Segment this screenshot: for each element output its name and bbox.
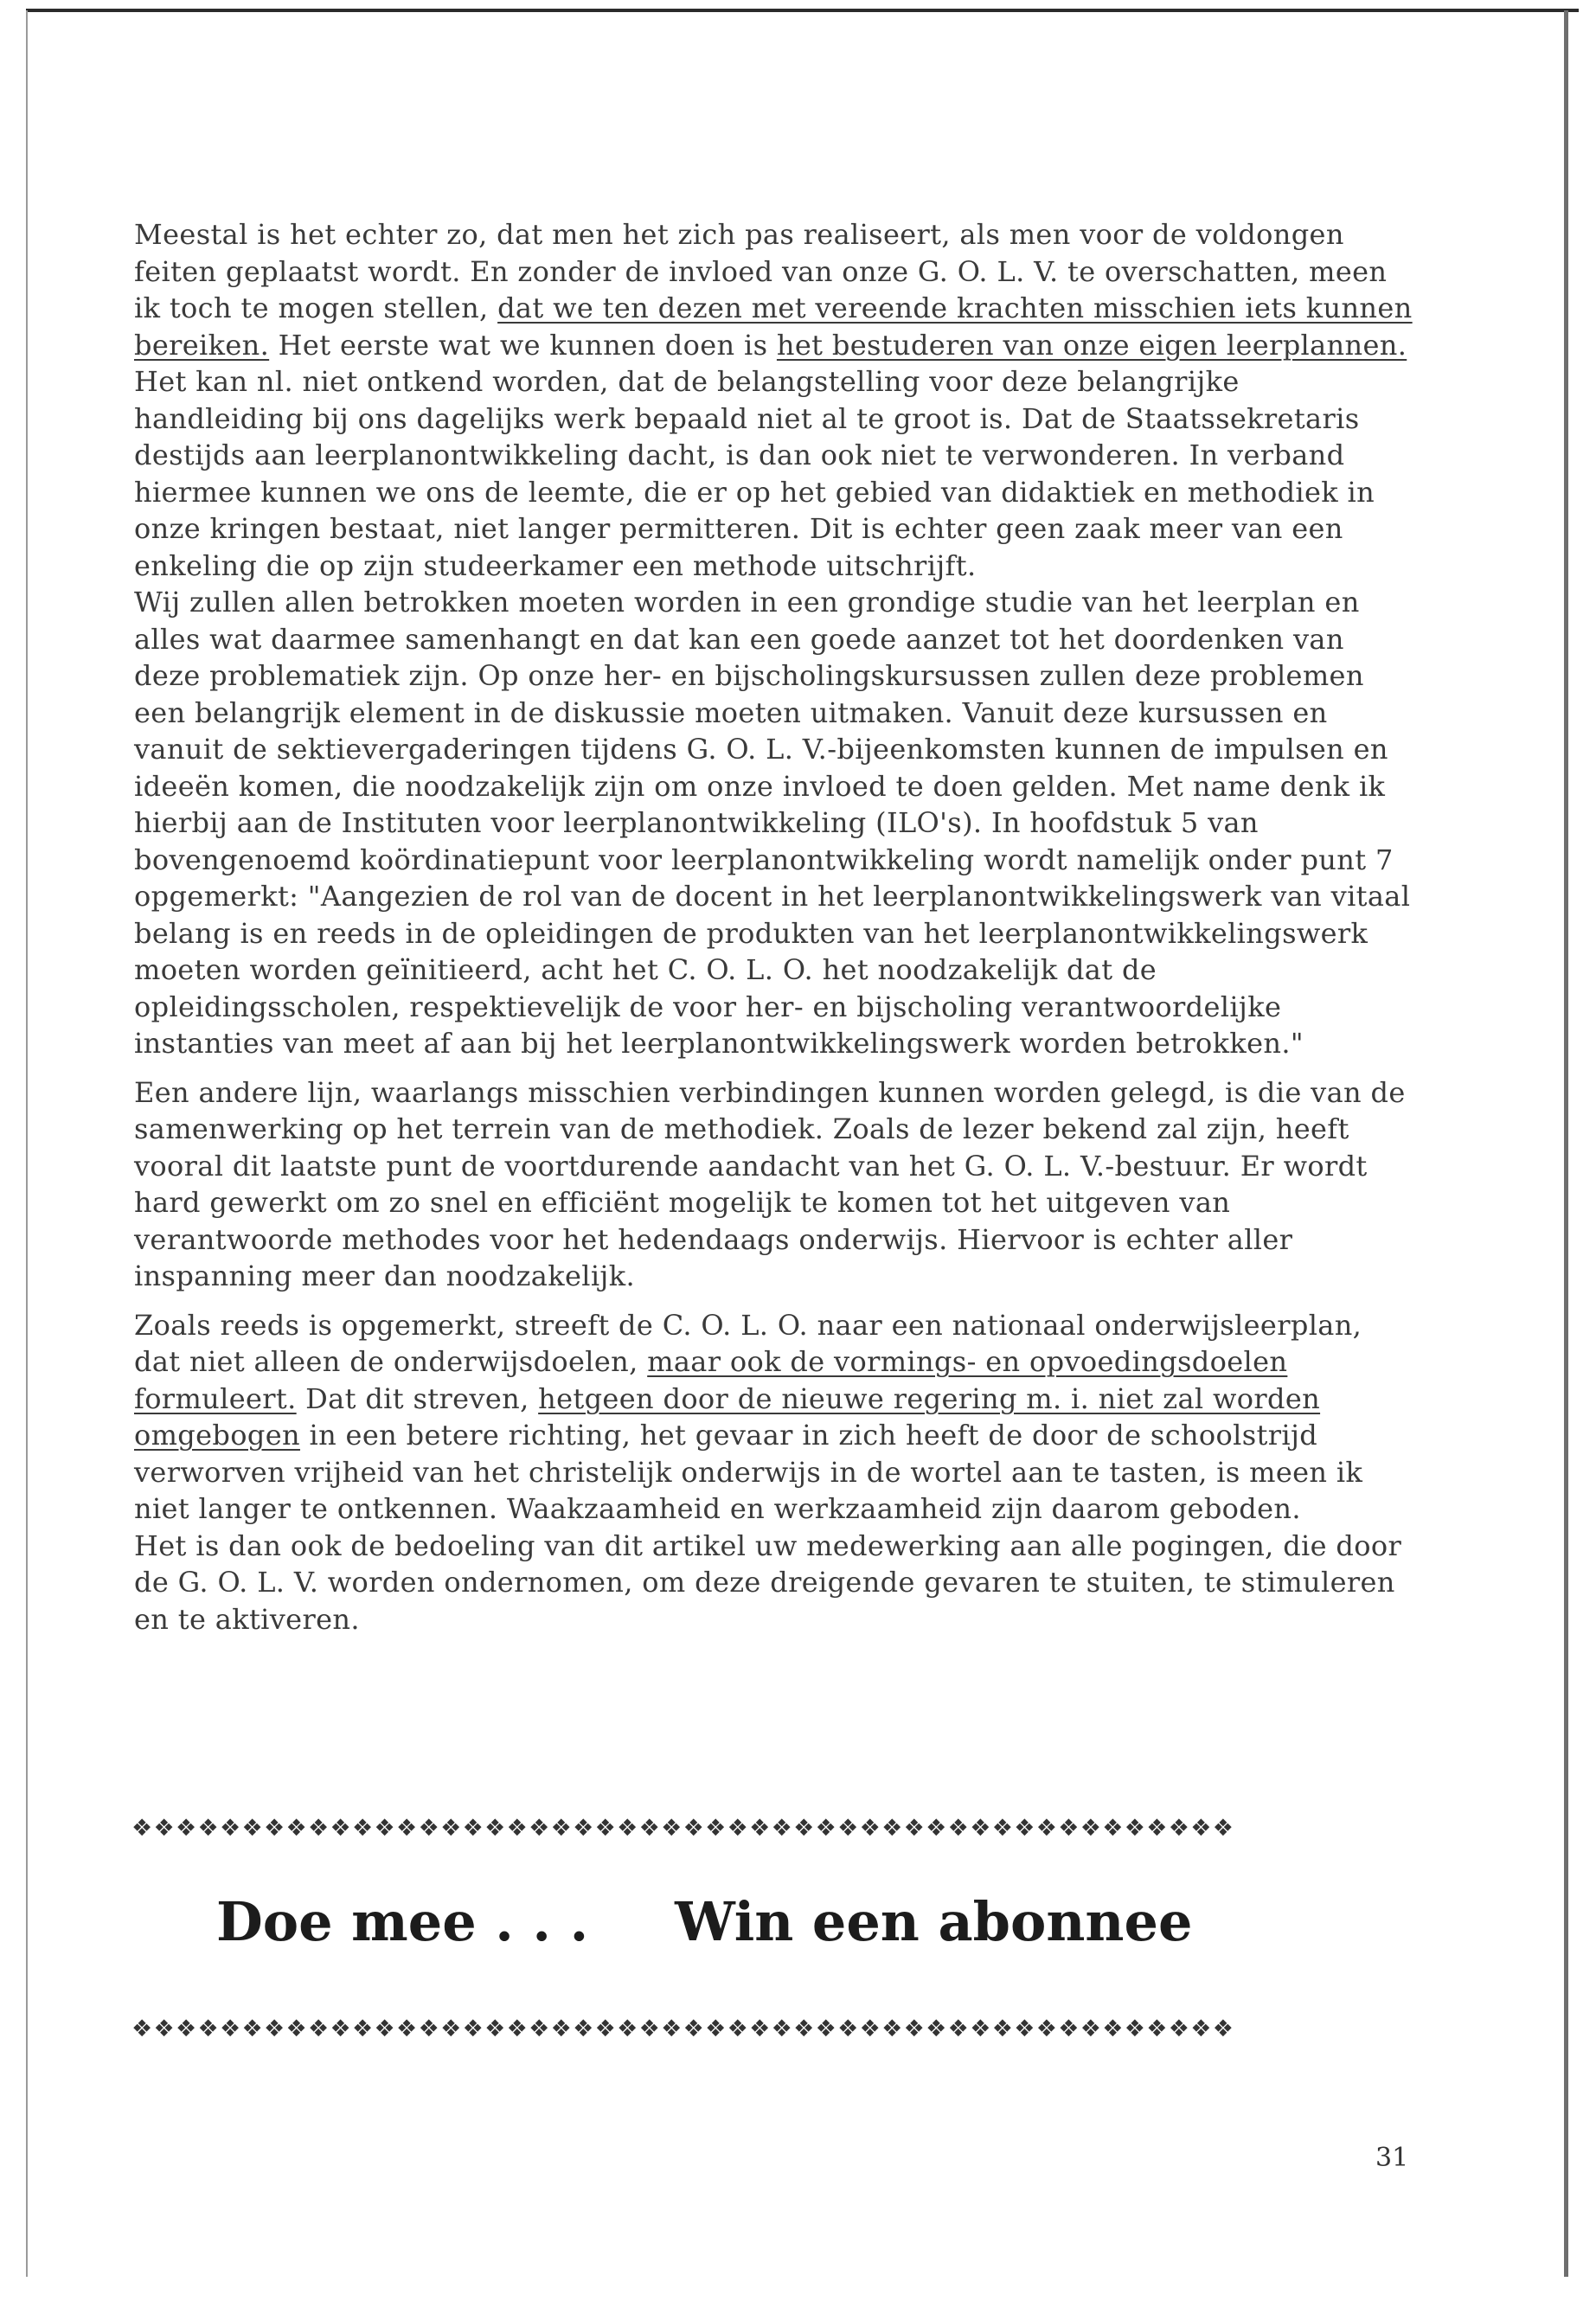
paragraph-2: Wij zullen allen betrokken moeten worden in een grondige studie van het leerplan en alles wat daarmee samenhangt en dat kan een goede aanzet tot het doordenken van deze problematiek zijn. Op onze her- en bijscholingskursussen zullen deze problemen een belangrijk element in de diskussie moeten uitmaken. Vanuit deze kursussen en vanuit de sektievergaderingen tijdens G. O. L. V.-bijeenkomsten kunnen de impulsen en ideeën komen, die noodzakelijk zijn om onze invloed te doen gelden. Met name denk ik hierbij aan de Instituten voor leerplanontwikkeling (ILO's). In hoofdstuk 5 van bovengenoemd koördinatiepunt voor leerplanontwikkeling wordt namelijk onder punt 7 opgemerkt: "Aangezien de rol van de docent in het leerplanontwikkelingswerk van vitaal belang is en reeds in de opleidingen de produkten van het leerplanontwikkelingswerk moeten worden geïnitieerd, acht het C. O. L. O. het noodzakelijk dat de opleidingsscholen, respektievelijk de voor her- en bijscholing verantwoordelijke instanties van meet af aan bij het leerplanontwikkelingswerk worden betrokken."	[134, 586, 1411, 1060]
underlined-phrase: hetgeen door de nieuwe regering m. i. niet zal worden omgebogen	[134, 1381, 1321, 1452]
paragraph-1: Meestal is het echter zo, dat men het zich pas realiseert, als men voor de voldongen feiten geplaatst wordt. En zonder de invloed van onze G. O. L. V. te overschatten, meen ik toch te mogen stellen, dat we ten dezen met vereende krachten misschien iets kunnen bereiken. Het eerste wat we kunnen doen is het bestuderen van onze eigen leerplannen. Het kan nl. niet ontkend worden, dat de belangstelling voor deze belangrijke handleiding bij ons dagelijks werk bepaald niet al te groot is. Dat de Staatssekretaris destijds aan leerplanontwikkeling dacht, is dan ook niet te verwonderen. In verband hiermee kunnen we ons de leemte, die er op het gebied van didaktiek en methodiek in onze kringen bestaat, niet langer permitteren. Dit is echter geen zaak meer van een enkeling die op zijn studeerkamer een methode uitschrijft.	[134, 218, 1413, 582]
article-text	[134, 216, 1414, 1638]
page-border-top	[26, 9, 1579, 12]
slogan	[216, 1890, 1341, 1953]
page-border-right	[1564, 10, 1568, 2277]
paragraph-5: Het is dan ook de bedoeling van dit artikel uw medewerking aan alle pogingen, die door de G. O. L. V. worden ondernomen, om deze dreigende gevaren te stuiten, te stimuleren en te aktiveren.	[134, 1529, 1402, 1636]
slogan-part-a: Doe mee . . .	[216, 1890, 589, 1953]
underlined-phrase: maar ook de vormings- en opvoedingsdoelen formuleert.	[134, 1345, 1288, 1415]
page-number: 31	[1375, 2143, 1409, 2173]
underlined-phrase: dat we ten dezen met vereende krachten misschien iets kunnen bereiken.	[134, 292, 1413, 362]
paragraph-4: Zoals reeds is opgemerkt, streeft de C. O. L. O. naar een nationaal onderwijsleerplan, dat niet alleen de onderwijsdoelen, maar ook de vormings- en opvoedingsdoelen formuleert. Dat dit streven, hetgeen door de nieuwe regering m. i. niet zal worden omgebogen in een betere richting, het gevaar in zich heeft de door de schoolstrijd verworven vrijheid van het christelijk onderwijs in de wortel aan te tasten, is meen ik niet langer te ontkennen. Waakzaamheid en werkzaamheid zijn daarom geboden.	[134, 1308, 1363, 1525]
paragraph-3: Een andere lijn, waarlangs misschien verbindingen kunnen worden gelegd, is die van de samenwerking op het terrein van de methodiek. Zoals de lezer bekend zal zijn, heeft vooral dit laatste punt de voortdurende aandacht van het G. O. L. V.-bestuur. Er wordt hard gewerkt om zo snel en efficiënt mogelijk te komen tot het uitgeven van verantwoorde methodes voor het hedendaags onderwijs. Hiervoor is echter aller inspanning meer dan noodzakelijk.	[134, 1075, 1406, 1292]
page-border-left	[26, 10, 28, 2277]
ornament-divider-top: ❖❖❖❖❖❖❖❖❖❖❖❖❖❖❖❖❖❖❖❖❖❖❖❖❖❖❖❖❖❖❖❖❖❖❖❖❖❖❖❖❖❖❖❖❖❖❖❖❖❖	[131, 1815, 1235, 1842]
slogan-part-b: Win een abonnee	[675, 1890, 1193, 1953]
article-body	[134, 216, 1414, 1638]
underlined-phrase: het bestuderen van onze eigen leerplannen.	[776, 328, 1407, 362]
ornament-divider-bottom: ❖❖❖❖❖❖❖❖❖❖❖❖❖❖❖❖❖❖❖❖❖❖❖❖❖❖❖❖❖❖❖❖❖❖❖❖❖❖❖❖❖❖❖❖❖❖❖❖❖❖	[131, 2016, 1235, 2042]
